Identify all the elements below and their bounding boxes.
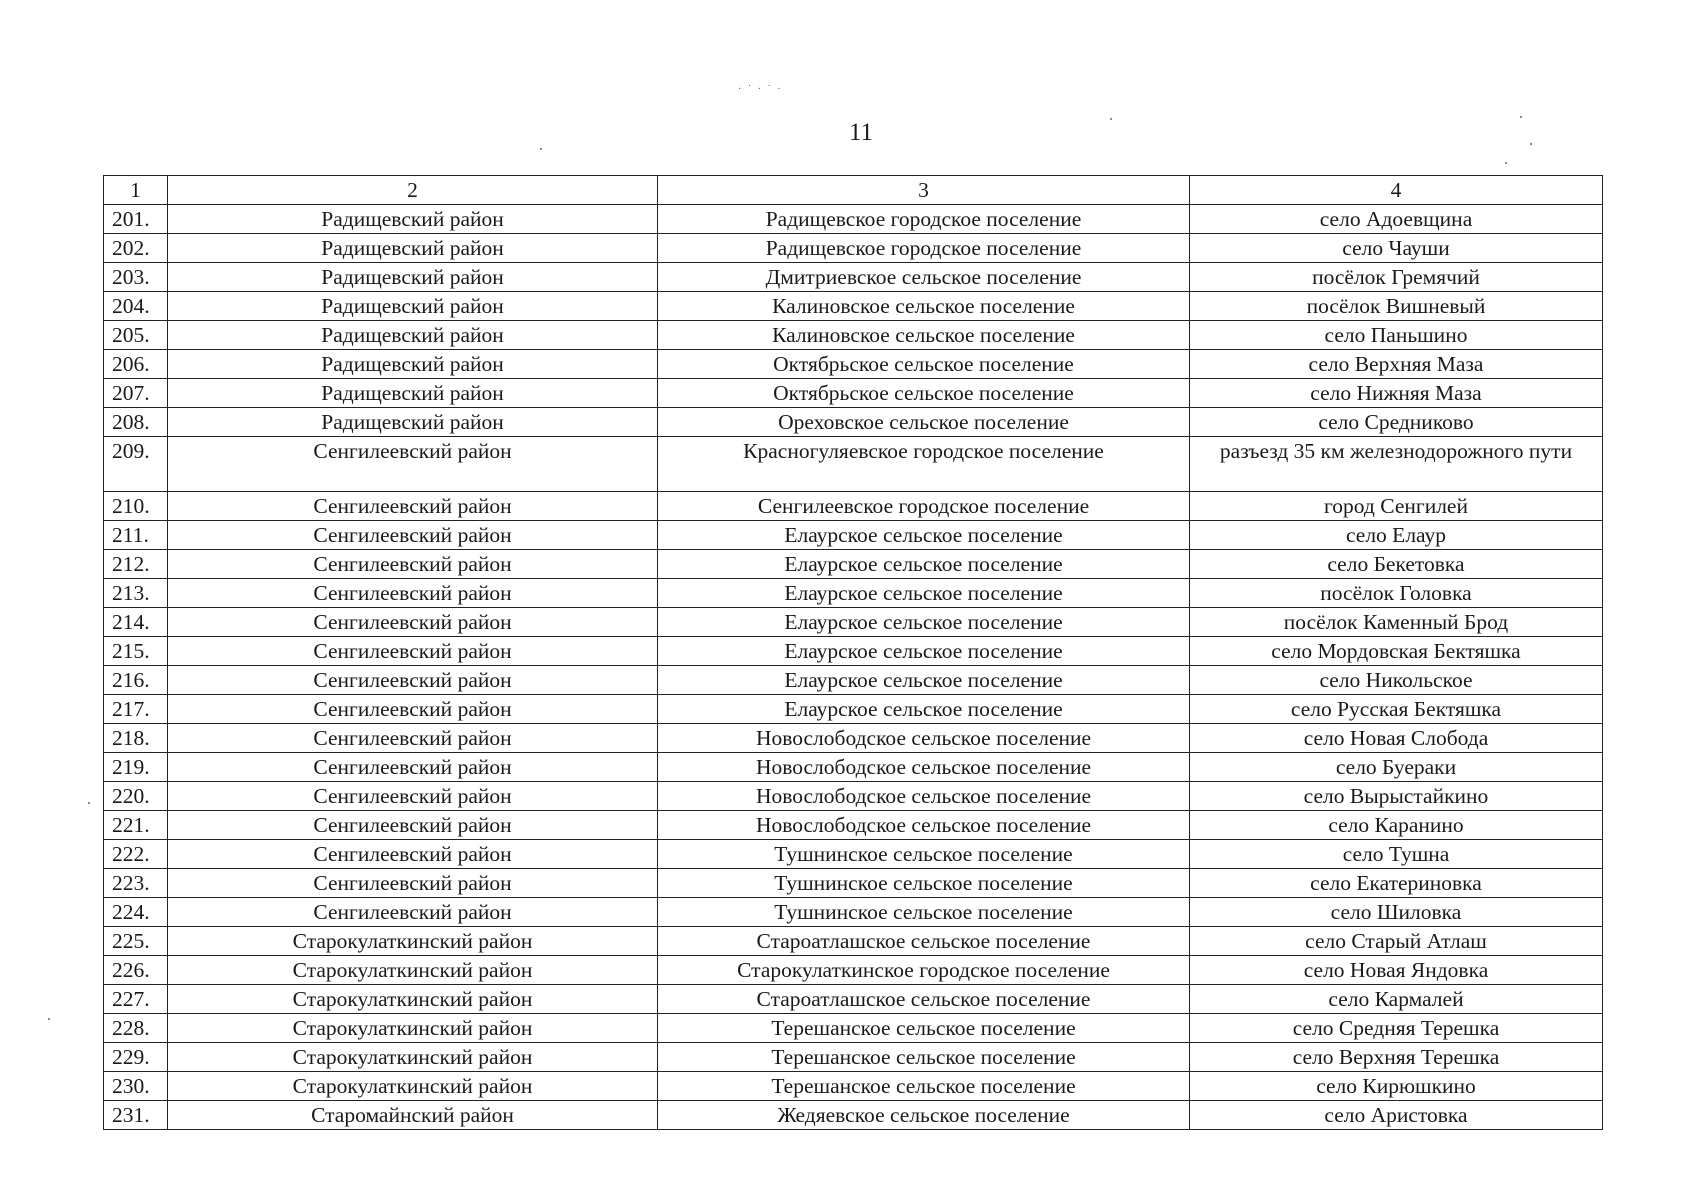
locality-name: посёлок Вишневый [1190, 292, 1603, 321]
settlement-name: Красногуляевское городское поселение [658, 437, 1190, 492]
settlement-name: Елаурское сельское поселение [658, 550, 1190, 579]
table-row [104, 695, 1603, 724]
locality-name: село Паньшино [1190, 321, 1603, 350]
locality-name: село Средниково [1190, 408, 1603, 437]
row-number: 222. [104, 840, 168, 869]
settlement-name: Елаурское сельское поселение [658, 637, 1190, 666]
settlement-name: Жедяевское сельское поселение [658, 1101, 1190, 1130]
row-number: 212. [104, 550, 168, 579]
locality-name: село Нижняя Маза [1190, 379, 1603, 408]
table-row [104, 321, 1603, 350]
settlement-name: Елаурское сельское поселение [658, 666, 1190, 695]
district-name: Старокулаткинский район [168, 1014, 658, 1043]
row-number: 219. [104, 753, 168, 782]
row-number: 227. [104, 985, 168, 1014]
settlement-name: Елаурское сельское поселение [658, 608, 1190, 637]
district-name: Радищевский район [168, 321, 658, 350]
row-number: 214. [104, 608, 168, 637]
district-name: Старокулаткинский район [168, 1043, 658, 1072]
row-number: 209. [104, 437, 168, 492]
locality-name: село Екатериновка [1190, 869, 1603, 898]
settlement-name: Новослободское сельское поселение [658, 811, 1190, 840]
district-name: Сенгилеевский район [168, 666, 658, 695]
district-name: Старокулаткинский район [168, 1072, 658, 1101]
settlement-name: Калиновское сельское поселение [658, 321, 1190, 350]
table-row [104, 579, 1603, 608]
settlement-name: Новослободское сельское поселение [658, 724, 1190, 753]
locality-name: посёлок Каменный Брод [1190, 608, 1603, 637]
table-row [104, 350, 1603, 379]
locality-name: село Бекетовка [1190, 550, 1603, 579]
scan-speck [88, 802, 90, 804]
locality-name: село Чауши [1190, 234, 1603, 263]
settlement-name: Терешанское сельское поселение [658, 1014, 1190, 1043]
table-row [104, 811, 1603, 840]
table-row [104, 927, 1603, 956]
row-number: 226. [104, 956, 168, 985]
settlement-name: Старокулаткинское городское поселение [658, 956, 1190, 985]
settlement-name: Ореховское сельское поселение [658, 408, 1190, 437]
settlement-name: Староатлашское сельское поселение [658, 985, 1190, 1014]
row-number: 223. [104, 869, 168, 898]
locality-name: село Тушна [1190, 840, 1603, 869]
settlement-name: Староатлашское сельское поселение [658, 927, 1190, 956]
table-row [104, 898, 1603, 927]
table-row [104, 1014, 1603, 1043]
table-row [104, 550, 1603, 579]
row-number: 206. [104, 350, 168, 379]
table-row [104, 637, 1603, 666]
district-name: Сенгилеевский район [168, 782, 658, 811]
district-name: Радищевский район [168, 205, 658, 234]
table-row [104, 753, 1603, 782]
district-name: Радищевский район [168, 263, 658, 292]
locality-name: село Верхняя Маза [1190, 350, 1603, 379]
table-row [104, 1101, 1603, 1130]
settlement-name: Новослободское сельское поселение [658, 753, 1190, 782]
locality-name: посёлок Гремячий [1190, 263, 1603, 292]
table-row [104, 608, 1603, 637]
settlement-name: Елаурское сельское поселение [658, 579, 1190, 608]
row-number: 205. [104, 321, 168, 350]
column-header: 1 [104, 176, 168, 205]
table-row [104, 956, 1603, 985]
row-number: 207. [104, 379, 168, 408]
settlement-name: Тушнинское сельское поселение [658, 869, 1190, 898]
scan-speck [48, 1018, 50, 1020]
locality-name: село Русская Бектяшка [1190, 695, 1603, 724]
table-row [104, 1043, 1603, 1072]
settlement-name: Калиновское сельское поселение [658, 292, 1190, 321]
table-row [104, 724, 1603, 753]
table-body [104, 176, 1603, 1130]
page-number: 11 [848, 119, 874, 146]
table-row [104, 666, 1603, 695]
district-name: Сенгилеевский район [168, 898, 658, 927]
district-name: Сенгилеевский район [168, 869, 658, 898]
scan-speck [1505, 162, 1507, 164]
row-number: 229. [104, 1043, 168, 1072]
row-number: 225. [104, 927, 168, 956]
district-name: Сенгилеевский район [168, 637, 658, 666]
row-number: 208. [104, 408, 168, 437]
row-number: 221. [104, 811, 168, 840]
locality-name: село Новая Яндовка [1190, 956, 1603, 985]
table-header-row [104, 176, 1603, 205]
table-row [104, 205, 1603, 234]
settlements-table [103, 175, 1603, 1130]
locality-name: село Шиловка [1190, 898, 1603, 927]
district-name: Сенгилеевский район [168, 608, 658, 637]
row-number: 213. [104, 579, 168, 608]
district-name: Радищевский район [168, 234, 658, 263]
settlement-name: Новослободское сельское поселение [658, 782, 1190, 811]
settlement-name: Тушнинское сельское поселение [658, 840, 1190, 869]
table-row [104, 869, 1603, 898]
column-header: 3 [658, 176, 1190, 205]
row-number: 201. [104, 205, 168, 234]
table-row [104, 437, 1603, 492]
table-row [104, 782, 1603, 811]
row-number: 230. [104, 1072, 168, 1101]
district-name: Сенгилеевский район [168, 437, 658, 492]
district-name: Радищевский район [168, 350, 658, 379]
row-number: 217. [104, 695, 168, 724]
locality-name: село Старый Атлаш [1190, 927, 1603, 956]
district-name: Радищевский район [168, 408, 658, 437]
row-number: 218. [104, 724, 168, 753]
settlement-name: Терешанское сельское поселение [658, 1072, 1190, 1101]
settlement-name: Радищевское городское поселение [658, 205, 1190, 234]
locality-name: село Средняя Терешка [1190, 1014, 1603, 1043]
locality-name: село Мордовская Бектяшка [1190, 637, 1603, 666]
row-number: 216. [104, 666, 168, 695]
district-name: Сенгилеевский район [168, 550, 658, 579]
scan-speck [540, 148, 542, 150]
district-name: Сенгилеевский район [168, 753, 658, 782]
settlement-name: Сенгилеевское городское поселение [658, 492, 1190, 521]
locality-name: село Кирюшкино [1190, 1072, 1603, 1101]
district-name: Сенгилеевский район [168, 724, 658, 753]
row-number: 220. [104, 782, 168, 811]
table-row [104, 263, 1603, 292]
row-number: 210. [104, 492, 168, 521]
district-name: Старокулаткинский район [168, 985, 658, 1014]
settlement-name: Радищевское городское поселение [658, 234, 1190, 263]
district-name: Сенгилеевский район [168, 521, 658, 550]
district-name: Сенгилеевский район [168, 579, 658, 608]
row-number: 203. [104, 263, 168, 292]
locality-name: село Каранино [1190, 811, 1603, 840]
column-header: 2 [168, 176, 658, 205]
district-name: Сенгилеевский район [168, 811, 658, 840]
district-name: Сенгилеевский район [168, 492, 658, 521]
settlement-name: Октябрьское сельское поселение [658, 350, 1190, 379]
settlement-name: Октябрьское сельское поселение [658, 379, 1190, 408]
settlement-name: Елаурское сельское поселение [658, 695, 1190, 724]
locality-name: посёлок Головка [1190, 579, 1603, 608]
locality-name: село Вырыстайкино [1190, 782, 1603, 811]
settlement-name: Тушнинское сельское поселение [658, 898, 1190, 927]
locality-name: город Сенгилей [1190, 492, 1603, 521]
district-name: Сенгилеевский район [168, 695, 658, 724]
column-header: 4 [1190, 176, 1603, 205]
locality-name: село Аристовка [1190, 1101, 1603, 1130]
district-name: Сенгилеевский район [168, 840, 658, 869]
district-name: Радищевский район [168, 379, 658, 408]
district-name: Старокулаткинский район [168, 927, 658, 956]
district-name: Старокулаткинский район [168, 956, 658, 985]
table-row [104, 1072, 1603, 1101]
locality-name: село Верхняя Терешка [1190, 1043, 1603, 1072]
table-row [104, 985, 1603, 1014]
scan-artifact: · ˙ · ˙ · [738, 84, 783, 95]
district-name: Старомайнский район [168, 1101, 658, 1130]
locality-name: село Адоевщина [1190, 205, 1603, 234]
table-row [104, 234, 1603, 263]
settlement-name: Дмитриевское сельское поселение [658, 263, 1190, 292]
table-row [104, 840, 1603, 869]
row-number: 231. [104, 1101, 168, 1130]
settlement-name: Терешанское сельское поселение [658, 1043, 1190, 1072]
table-row [104, 292, 1603, 321]
row-number: 224. [104, 898, 168, 927]
table-row [104, 521, 1603, 550]
locality-name: село Елаур [1190, 521, 1603, 550]
row-number: 211. [104, 521, 168, 550]
row-number: 228. [104, 1014, 168, 1043]
locality-name: село Буераки [1190, 753, 1603, 782]
locality-name: село Новая Слобода [1190, 724, 1603, 753]
district-name: Радищевский район [168, 292, 658, 321]
row-number: 204. [104, 292, 168, 321]
row-number: 215. [104, 637, 168, 666]
row-number: 202. [104, 234, 168, 263]
table-row [104, 379, 1603, 408]
settlement-name: Елаурское сельское поселение [658, 521, 1190, 550]
table-row [104, 492, 1603, 521]
locality-name: разъезд 35 км железнодорожного пути [1190, 437, 1603, 492]
locality-name: село Никольское [1190, 666, 1603, 695]
table-row [104, 408, 1603, 437]
locality-name: село Кармалей [1190, 985, 1603, 1014]
